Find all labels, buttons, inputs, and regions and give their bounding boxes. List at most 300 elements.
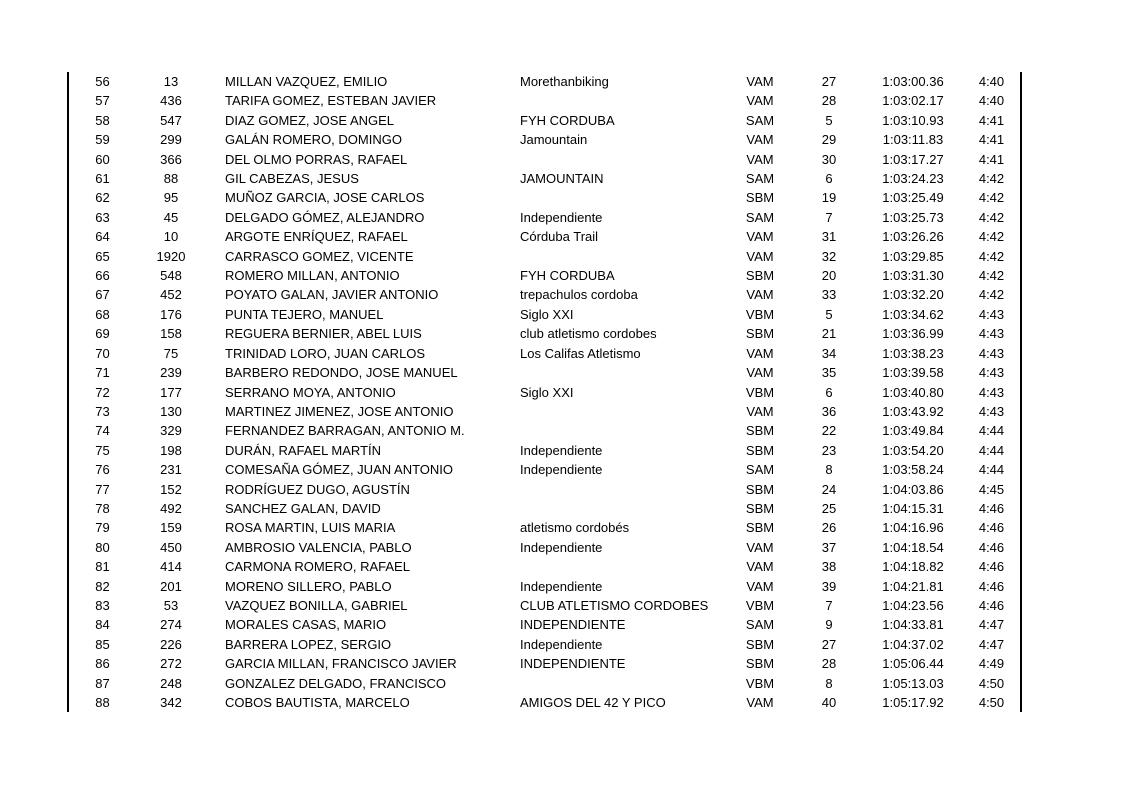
club-cell: Independiente xyxy=(520,636,603,652)
table-row xyxy=(70,72,1020,91)
finish-time-cell: 1:05:06.44 xyxy=(882,656,944,672)
club-cell xyxy=(520,480,725,499)
finish-time-cell: 1:03:36.99 xyxy=(882,326,944,342)
category-position-cell: 38 xyxy=(821,559,837,575)
spacer-cell xyxy=(207,460,225,479)
bib-number-cell: 450 xyxy=(160,539,182,555)
position-cell: 87 xyxy=(95,675,110,691)
position-cell: 75 xyxy=(95,442,110,458)
finish-time-cell: 1:05:13.03 xyxy=(882,675,944,691)
table-row xyxy=(70,693,1020,712)
category-cell: SBM xyxy=(745,520,775,536)
bib-number-cell: 239 xyxy=(160,365,182,381)
club-cell: Jamountain xyxy=(520,132,588,148)
category-position-cell: 25 xyxy=(821,500,837,516)
position-cell: 66 xyxy=(95,268,110,284)
spacer-cell xyxy=(207,285,225,304)
runner-name-cell: AMBROSIO VALENCIA, PABLO xyxy=(225,539,412,555)
position-cell: 83 xyxy=(95,597,110,613)
bib-number-cell: 130 xyxy=(160,403,182,419)
runner-name-cell: FERNANDEZ BARRAGAN, ANTONIO M. xyxy=(225,423,465,439)
spacer-cell xyxy=(207,421,225,440)
finish-time-cell: 1:03:38.23 xyxy=(882,345,944,361)
spacer-cell xyxy=(207,266,225,285)
finish-time-cell: 1:05:17.92 xyxy=(882,695,944,710)
pace-cell: 4:42 xyxy=(978,190,1005,206)
bib-number-cell: 299 xyxy=(160,132,182,148)
category-cell: VAM xyxy=(746,403,774,419)
position-cell: 56 xyxy=(95,74,110,89)
pace-cell: 4:50 xyxy=(978,675,1005,691)
finish-time-cell: 1:03:34.62 xyxy=(882,306,944,322)
category-cell: SBM xyxy=(745,656,775,672)
spacer-cell xyxy=(207,72,225,91)
runner-name-cell: MUÑOZ GARCIA, JOSE CARLOS xyxy=(225,190,425,206)
table-left-border xyxy=(67,72,69,712)
table-row xyxy=(70,305,1020,324)
finish-time-cell: 1:03:26.26 xyxy=(882,229,944,245)
spacer-cell xyxy=(207,518,225,537)
runner-name-cell: DURÁN, RAFAEL MARTÍN xyxy=(225,442,382,458)
spacer-cell xyxy=(207,402,225,421)
finish-time-cell: 1:04:37.02 xyxy=(882,636,944,652)
category-position-cell: 7 xyxy=(825,597,833,613)
club-cell: FYH CORDUBA xyxy=(520,112,615,128)
spacer-cell xyxy=(207,130,225,149)
runner-name-cell: GIL CABEZAS, JESUS xyxy=(225,171,359,187)
runner-name-cell: CARMONA ROMERO, RAFAEL xyxy=(225,559,410,575)
category-position-cell: 5 xyxy=(825,306,833,322)
category-cell: SAM xyxy=(745,209,775,225)
spacer-cell xyxy=(207,596,225,615)
bib-number-cell: 95 xyxy=(163,190,179,206)
position-cell: 57 xyxy=(95,93,110,109)
table-row xyxy=(70,111,1020,130)
club-cell xyxy=(520,557,725,576)
category-cell: SBM xyxy=(745,190,775,206)
category-cell: VAM xyxy=(746,539,774,555)
pace-cell: 4:43 xyxy=(978,345,1005,361)
finish-time-cell: 1:04:21.81 xyxy=(882,578,944,594)
spacer-cell xyxy=(207,557,225,576)
table-row xyxy=(70,285,1020,304)
category-cell: SBM xyxy=(745,442,775,458)
finish-time-cell: 1:04:16.96 xyxy=(882,520,944,536)
category-position-cell: 8 xyxy=(825,462,833,478)
results-table-body xyxy=(70,72,1020,712)
spacer-cell xyxy=(207,674,225,693)
category-position-cell: 34 xyxy=(821,345,837,361)
runner-name-cell: CARRASCO GOMEZ, VICENTE xyxy=(225,248,414,264)
pace-cell: 4:42 xyxy=(978,248,1005,264)
position-cell: 85 xyxy=(95,636,110,652)
bib-number-cell: 198 xyxy=(160,442,182,458)
pace-cell: 4:41 xyxy=(978,112,1005,128)
pace-cell: 4:42 xyxy=(978,268,1005,284)
spacer-cell xyxy=(207,247,225,266)
finish-time-cell: 1:03:25.73 xyxy=(882,209,944,225)
pace-cell: 4:44 xyxy=(978,462,1005,478)
club-cell: Independiente xyxy=(520,462,603,478)
finish-time-cell: 1:03:58.24 xyxy=(882,462,944,478)
club-cell: Córduba Trail xyxy=(520,229,599,245)
position-cell: 84 xyxy=(95,617,110,633)
runner-name-cell: MILLAN VAZQUEZ, EMILIO xyxy=(225,74,388,89)
bib-number-cell: 274 xyxy=(160,617,182,633)
finish-time-cell: 1:03:43.92 xyxy=(882,403,944,419)
finish-time-cell: 1:03:40.80 xyxy=(882,384,944,400)
pace-cell: 4:43 xyxy=(978,384,1005,400)
table-row xyxy=(70,130,1020,149)
position-cell: 72 xyxy=(95,384,110,400)
table-row xyxy=(70,577,1020,596)
position-cell: 71 xyxy=(95,365,110,381)
runner-name-cell: VAZQUEZ BONILLA, GABRIEL xyxy=(225,597,408,613)
category-cell: VAM xyxy=(746,93,774,109)
category-cell: SBM xyxy=(745,636,775,652)
runner-name-cell: TRINIDAD LORO, JUAN CARLOS xyxy=(225,345,426,361)
club-cell: Los Califas Atletismo xyxy=(520,345,641,361)
position-cell: 68 xyxy=(95,306,110,322)
pace-cell: 4:43 xyxy=(978,365,1005,381)
club-cell: atletismo cordobés xyxy=(520,520,630,536)
category-position-cell: 26 xyxy=(821,520,837,536)
table-row xyxy=(70,344,1020,363)
table-row xyxy=(70,169,1020,188)
category-cell: VBM xyxy=(745,675,775,691)
table-row xyxy=(70,324,1020,343)
position-cell: 69 xyxy=(95,326,110,342)
pace-cell: 4:46 xyxy=(978,539,1005,555)
pace-cell: 4:44 xyxy=(978,423,1005,439)
results-table xyxy=(70,72,1020,712)
runner-name-cell: COMESAÑA GÓMEZ, JUAN ANTONIO xyxy=(225,462,454,478)
runner-name-cell: SERRANO MOYA, ANTONIO xyxy=(225,384,396,400)
table-right-border xyxy=(1020,72,1022,712)
category-position-cell: 36 xyxy=(821,403,837,419)
spacer-cell xyxy=(207,615,225,634)
bib-number-cell: 10 xyxy=(163,229,179,245)
pace-cell: 4:46 xyxy=(978,597,1005,613)
runner-name-cell: MORENO SILLERO, PABLO xyxy=(225,578,392,594)
spacer-cell xyxy=(207,150,225,169)
table-row xyxy=(70,208,1020,227)
spacer-cell xyxy=(207,383,225,402)
category-cell: VAM xyxy=(746,287,774,303)
position-cell: 61 xyxy=(95,171,110,187)
finish-time-cell: 1:03:00.36 xyxy=(882,74,944,89)
club-cell xyxy=(520,674,725,693)
pace-cell: 4:42 xyxy=(978,229,1005,245)
club-cell: Siglo XXI xyxy=(520,306,574,322)
bib-number-cell: 436 xyxy=(160,93,182,109)
category-position-cell: 32 xyxy=(821,248,837,264)
category-position-cell: 23 xyxy=(821,442,837,458)
bib-number-cell: 342 xyxy=(160,695,182,710)
pace-cell: 4:40 xyxy=(978,74,1005,89)
position-cell: 88 xyxy=(95,695,110,710)
bib-number-cell: 547 xyxy=(160,112,182,128)
bib-number-cell: 13 xyxy=(163,74,179,89)
category-position-cell: 40 xyxy=(821,695,837,710)
category-cell: VAM xyxy=(746,248,774,264)
finish-time-cell: 1:03:39.58 xyxy=(882,365,944,381)
position-cell: 76 xyxy=(95,462,110,478)
category-cell: VBM xyxy=(745,306,775,322)
spacer-cell xyxy=(207,654,225,673)
runner-name-cell: RODRÍGUEZ DUGO, AGUSTÍN xyxy=(225,481,410,497)
category-cell: VAM xyxy=(746,695,774,710)
category-cell: VAM xyxy=(746,365,774,381)
runner-name-cell: REGUERA BERNIER, ABEL LUIS xyxy=(225,326,422,342)
bib-number-cell: 152 xyxy=(160,481,182,497)
bib-number-cell: 1920 xyxy=(156,248,186,264)
runner-name-cell: MORALES CASAS, MARIO xyxy=(225,617,387,633)
table-row xyxy=(70,441,1020,460)
bib-number-cell: 177 xyxy=(160,384,182,400)
position-cell: 58 xyxy=(95,112,110,128)
spacer-cell xyxy=(207,344,225,363)
category-position-cell: 7 xyxy=(825,209,833,225)
bib-number-cell: 366 xyxy=(160,151,182,167)
pace-cell: 4:44 xyxy=(978,442,1005,458)
category-position-cell: 39 xyxy=(821,578,837,594)
bib-number-cell: 159 xyxy=(160,520,182,536)
club-cell: JAMOUNTAIN xyxy=(520,171,604,187)
club-cell: AMIGOS DEL 42 Y PICO xyxy=(520,695,666,710)
category-cell: VAM xyxy=(746,229,774,245)
runner-name-cell: BARRERA LOPEZ, SERGIO xyxy=(225,636,392,652)
bib-number-cell: 248 xyxy=(160,675,182,691)
category-position-cell: 35 xyxy=(821,365,837,381)
position-cell: 78 xyxy=(95,500,110,516)
pace-cell: 4:46 xyxy=(978,520,1005,536)
pace-cell: 4:47 xyxy=(978,617,1005,633)
club-cell: Independiente xyxy=(520,539,603,555)
category-cell: VAM xyxy=(746,578,774,594)
category-cell: VAM xyxy=(746,132,774,148)
category-cell: VAM xyxy=(746,151,774,167)
finish-time-cell: 1:04:33.81 xyxy=(882,617,944,633)
category-position-cell: 28 xyxy=(821,93,837,109)
position-cell: 73 xyxy=(95,403,110,419)
bib-number-cell: 88 xyxy=(163,171,179,187)
spacer-cell xyxy=(207,227,225,246)
club-cell: CLUB ATLETISMO CORDOBES xyxy=(520,597,709,613)
spacer-cell xyxy=(207,499,225,518)
category-position-cell: 29 xyxy=(821,132,837,148)
table-row xyxy=(70,460,1020,479)
finish-time-cell: 1:04:15.31 xyxy=(882,500,944,516)
category-position-cell: 22 xyxy=(821,423,837,439)
table-row xyxy=(70,227,1020,246)
club-cell: INDEPENDIENTE xyxy=(520,617,626,633)
category-cell: VAM xyxy=(746,74,774,89)
club-cell: Siglo XXI xyxy=(520,384,574,400)
position-cell: 63 xyxy=(95,209,110,225)
club-cell: Morethanbiking xyxy=(520,74,609,89)
table-row xyxy=(70,91,1020,110)
runner-name-cell: COBOS BAUTISTA, MARCELO xyxy=(225,695,410,710)
position-cell: 65 xyxy=(95,248,110,264)
bib-number-cell: 75 xyxy=(163,345,179,361)
spacer-cell xyxy=(207,441,225,460)
category-position-cell: 19 xyxy=(821,190,837,206)
table-row xyxy=(70,480,1020,499)
position-cell: 86 xyxy=(95,656,110,672)
bib-number-cell: 226 xyxy=(160,636,182,652)
table-row xyxy=(70,518,1020,537)
category-cell: VBM xyxy=(745,597,775,613)
spacer-cell xyxy=(207,480,225,499)
bib-number-cell: 176 xyxy=(160,306,182,322)
category-position-cell: 27 xyxy=(821,74,837,89)
spacer-cell xyxy=(207,208,225,227)
runner-name-cell: DIAZ GOMEZ, JOSE ANGEL xyxy=(225,112,395,128)
spacer-cell xyxy=(207,324,225,343)
pace-cell: 4:41 xyxy=(978,151,1005,167)
table-row xyxy=(70,402,1020,421)
table-row xyxy=(70,499,1020,518)
finish-time-cell: 1:03:17.27 xyxy=(882,151,944,167)
club-cell xyxy=(520,421,725,440)
club-cell xyxy=(520,247,725,266)
runner-name-cell: TARIFA GOMEZ, ESTEBAN JAVIER xyxy=(225,93,437,109)
bib-number-cell: 414 xyxy=(160,559,182,575)
category-position-cell: 28 xyxy=(821,656,837,672)
category-cell: VAM xyxy=(746,559,774,575)
club-cell: FYH CORDUBA xyxy=(520,268,615,284)
club-cell xyxy=(520,363,725,382)
spacer-cell xyxy=(207,91,225,110)
table-row xyxy=(70,188,1020,207)
runner-name-cell: PUNTA TEJERO, MANUEL xyxy=(225,306,384,322)
bib-number-cell: 45 xyxy=(163,209,179,225)
bib-number-cell: 452 xyxy=(160,287,182,303)
category-position-cell: 5 xyxy=(825,112,833,128)
runner-name-cell: ARGOTE ENRÍQUEZ, RAFAEL xyxy=(225,229,408,245)
category-position-cell: 8 xyxy=(825,675,833,691)
runner-name-cell: MARTINEZ JIMENEZ, JOSE ANTONIO xyxy=(225,403,454,419)
club-cell xyxy=(520,91,725,110)
category-position-cell: 21 xyxy=(821,326,837,342)
category-cell: SAM xyxy=(745,617,775,633)
club-cell: club atletismo cordobes xyxy=(520,326,657,342)
pace-cell: 4:46 xyxy=(978,578,1005,594)
club-cell: Independiente xyxy=(520,442,603,458)
spacer-cell xyxy=(207,111,225,130)
spacer-cell xyxy=(207,635,225,654)
runner-name-cell: BARBERO REDONDO, JOSE MANUEL xyxy=(225,365,458,381)
spacer-cell xyxy=(207,577,225,596)
position-cell: 60 xyxy=(95,151,110,167)
position-cell: 82 xyxy=(95,578,110,594)
finish-time-cell: 1:03:29.85 xyxy=(882,248,944,264)
runner-name-cell: SANCHEZ GALAN, DAVID xyxy=(225,500,381,516)
runner-name-cell: ROMERO MILLAN, ANTONIO xyxy=(225,268,400,284)
pace-cell: 4:46 xyxy=(978,559,1005,575)
position-cell: 59 xyxy=(95,132,110,148)
table-row xyxy=(70,383,1020,402)
runner-name-cell: GARCIA MILLAN, FRANCISCO JAVIER xyxy=(225,656,457,672)
table-row xyxy=(70,363,1020,382)
finish-time-cell: 1:03:10.93 xyxy=(882,112,944,128)
finish-time-cell: 1:03:49.84 xyxy=(882,423,944,439)
category-cell: SBM xyxy=(745,481,775,497)
table-row xyxy=(70,557,1020,576)
bib-number-cell: 329 xyxy=(160,423,182,439)
table-row xyxy=(70,247,1020,266)
category-position-cell: 20 xyxy=(821,268,837,284)
club-cell xyxy=(520,499,725,518)
pace-cell: 4:43 xyxy=(978,326,1005,342)
finish-time-cell: 1:03:02.17 xyxy=(882,93,944,109)
table-row xyxy=(70,421,1020,440)
table-row xyxy=(70,615,1020,634)
category-cell: SAM xyxy=(745,171,775,187)
category-cell: VAM xyxy=(746,345,774,361)
table-row xyxy=(70,538,1020,557)
category-position-cell: 24 xyxy=(821,481,837,497)
category-position-cell: 30 xyxy=(821,151,837,167)
table-row xyxy=(70,266,1020,285)
category-cell: SAM xyxy=(745,112,775,128)
finish-time-cell: 1:04:18.54 xyxy=(882,539,944,555)
spacer-cell xyxy=(207,188,225,207)
position-cell: 70 xyxy=(95,345,110,361)
finish-time-cell: 1:03:24.23 xyxy=(882,171,944,187)
pace-cell: 4:40 xyxy=(978,93,1005,109)
finish-time-cell: 1:03:32.20 xyxy=(882,287,944,303)
bib-number-cell: 272 xyxy=(160,656,182,672)
pace-cell: 4:45 xyxy=(978,481,1005,497)
spacer-cell xyxy=(207,363,225,382)
finish-time-cell: 1:04:23.56 xyxy=(882,597,944,613)
table-row xyxy=(70,596,1020,615)
spacer-cell xyxy=(207,169,225,188)
table-row xyxy=(70,150,1020,169)
category-position-cell: 6 xyxy=(825,384,833,400)
position-cell: 80 xyxy=(95,539,110,555)
finish-time-cell: 1:04:03.86 xyxy=(882,481,944,497)
runner-name-cell: GALÁN ROMERO, DOMINGO xyxy=(225,132,402,148)
category-position-cell: 6 xyxy=(825,171,833,187)
bib-number-cell: 53 xyxy=(163,597,179,613)
category-position-cell: 31 xyxy=(821,229,837,245)
runner-name-cell: POYATO GALAN, JAVIER ANTONIO xyxy=(225,287,439,303)
position-cell: 81 xyxy=(95,559,110,575)
finish-time-cell: 1:04:18.82 xyxy=(882,559,944,575)
position-cell: 62 xyxy=(95,190,110,206)
pace-cell: 4:42 xyxy=(978,209,1005,225)
table-row xyxy=(70,674,1020,693)
category-cell: SBM xyxy=(745,326,775,342)
position-cell: 79 xyxy=(95,520,110,536)
finish-time-cell: 1:03:25.49 xyxy=(882,190,944,206)
runner-name-cell: ROSA MARTIN, LUIS MARIA xyxy=(225,520,396,536)
bib-number-cell: 492 xyxy=(160,500,182,516)
bib-number-cell: 158 xyxy=(160,326,182,342)
runner-name-cell: DELGADO GÓMEZ, ALEJANDRO xyxy=(225,209,425,225)
table-row xyxy=(70,654,1020,673)
bib-number-cell: 231 xyxy=(160,462,182,478)
spacer-cell xyxy=(207,693,225,712)
pace-cell: 4:46 xyxy=(978,500,1005,516)
position-cell: 74 xyxy=(95,423,110,439)
club-cell xyxy=(520,188,725,207)
bib-number-cell: 548 xyxy=(160,268,182,284)
pace-cell: 4:43 xyxy=(978,403,1005,419)
